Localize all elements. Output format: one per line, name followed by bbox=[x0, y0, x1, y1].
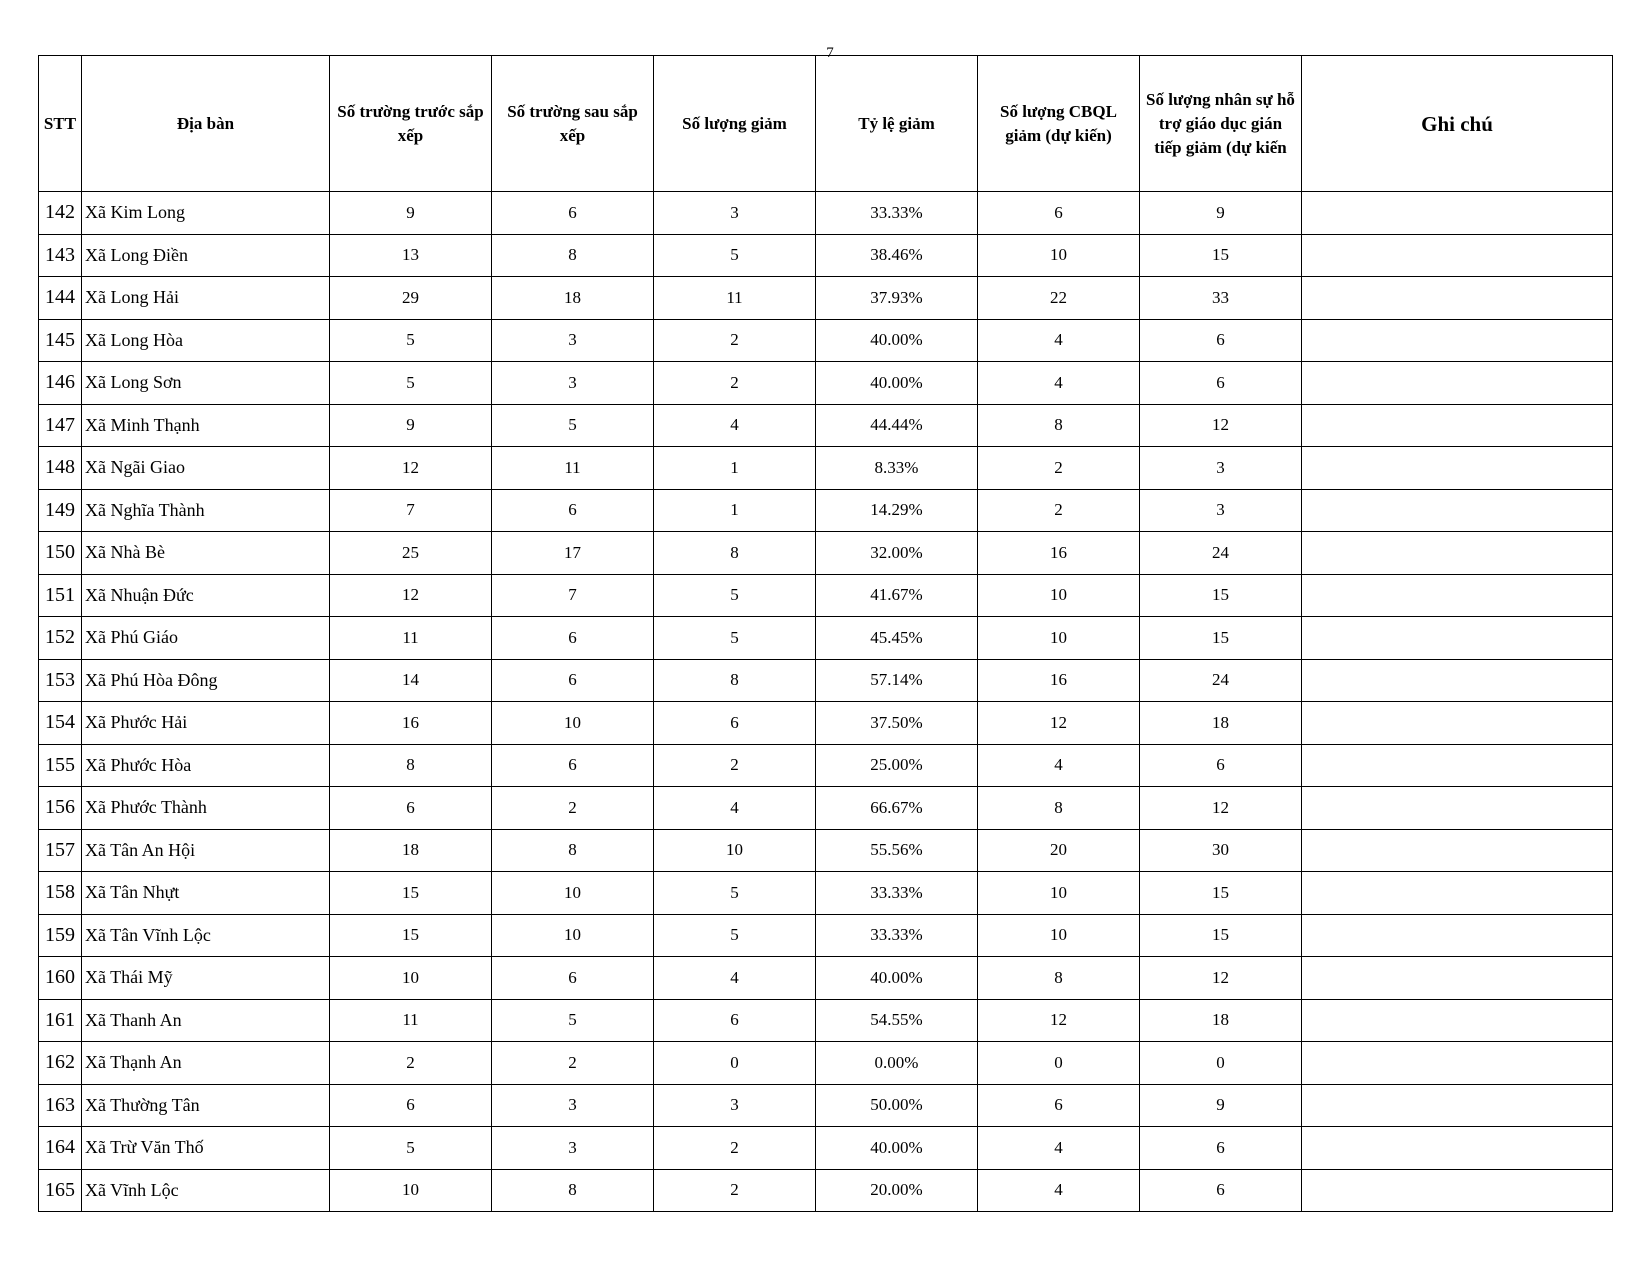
cell-support-staff-reduction: 12 bbox=[1140, 787, 1302, 830]
cell-area: Xã Phước Hòa bbox=[82, 744, 330, 787]
cell-area: Xã Kim Long bbox=[82, 192, 330, 235]
cell-note bbox=[1302, 532, 1613, 575]
cell-reduce-count: 2 bbox=[654, 744, 816, 787]
cell-support-staff-reduction: 3 bbox=[1140, 447, 1302, 490]
cell-reduce-count: 6 bbox=[654, 999, 816, 1042]
cell-note bbox=[1302, 702, 1613, 745]
cell-schools-after: 8 bbox=[492, 829, 654, 872]
cell-reduce-count: 2 bbox=[654, 1169, 816, 1212]
cell-reduce-count: 5 bbox=[654, 574, 816, 617]
cell-support-staff-reduction: 24 bbox=[1140, 532, 1302, 575]
table-row bbox=[39, 362, 1613, 405]
cell-area: Xã Thanh An bbox=[82, 999, 330, 1042]
cell-reduce-rate: 54.55% bbox=[816, 999, 978, 1042]
cell-schools-before: 6 bbox=[330, 1084, 492, 1127]
table-row bbox=[39, 192, 1613, 235]
cell-cbql-reduction: 6 bbox=[978, 1084, 1140, 1127]
cell-support-staff-reduction: 0 bbox=[1140, 1042, 1302, 1085]
cell-cbql-reduction: 20 bbox=[978, 829, 1140, 872]
cell-area: Xã Phước Hải bbox=[82, 702, 330, 745]
cell-reduce-rate: 57.14% bbox=[816, 659, 978, 702]
cell-note bbox=[1302, 872, 1613, 915]
cell-cbql-reduction: 2 bbox=[978, 489, 1140, 532]
cell-reduce-rate: 45.45% bbox=[816, 617, 978, 660]
cell-cbql-reduction: 4 bbox=[978, 319, 1140, 362]
cell-schools-before: 15 bbox=[330, 872, 492, 915]
cell-stt: 144 bbox=[39, 277, 82, 320]
cell-cbql-reduction: 8 bbox=[978, 787, 1140, 830]
cell-stt: 158 bbox=[39, 872, 82, 915]
table-row bbox=[39, 829, 1613, 872]
cell-reduce-count: 5 bbox=[654, 872, 816, 915]
cell-support-staff-reduction: 6 bbox=[1140, 1169, 1302, 1212]
cell-reduce-rate: 20.00% bbox=[816, 1169, 978, 1212]
cell-cbql-reduction: 8 bbox=[978, 957, 1140, 1000]
cell-reduce-count: 2 bbox=[654, 1127, 816, 1170]
cell-area: Xã Tân Nhựt bbox=[82, 872, 330, 915]
cell-note bbox=[1302, 489, 1613, 532]
cell-stt: 163 bbox=[39, 1084, 82, 1127]
cell-support-staff-reduction: 6 bbox=[1140, 362, 1302, 405]
cell-schools-after: 6 bbox=[492, 659, 654, 702]
cell-stt: 153 bbox=[39, 659, 82, 702]
cell-reduce-rate: 32.00% bbox=[816, 532, 978, 575]
cell-stt: 154 bbox=[39, 702, 82, 745]
header-note: Ghi chú bbox=[1302, 56, 1613, 192]
cell-schools-before: 13 bbox=[330, 234, 492, 277]
cell-schools-after: 3 bbox=[492, 1127, 654, 1170]
cell-reduce-rate: 14.29% bbox=[816, 489, 978, 532]
cell-area: Xã Long Hải bbox=[82, 277, 330, 320]
cell-schools-before: 16 bbox=[330, 702, 492, 745]
cell-note bbox=[1302, 234, 1613, 277]
cell-stt: 157 bbox=[39, 829, 82, 872]
cell-stt: 162 bbox=[39, 1042, 82, 1085]
cell-schools-before: 10 bbox=[330, 957, 492, 1000]
cell-cbql-reduction: 16 bbox=[978, 659, 1140, 702]
cell-cbql-reduction: 10 bbox=[978, 617, 1140, 660]
cell-note bbox=[1302, 744, 1613, 787]
cell-cbql-reduction: 10 bbox=[978, 574, 1140, 617]
table-row bbox=[39, 659, 1613, 702]
header-row bbox=[39, 56, 1613, 192]
cell-stt: 155 bbox=[39, 744, 82, 787]
cell-schools-before: 11 bbox=[330, 617, 492, 660]
cell-support-staff-reduction: 33 bbox=[1140, 277, 1302, 320]
cell-note bbox=[1302, 829, 1613, 872]
cell-cbql-reduction: 12 bbox=[978, 702, 1140, 745]
cell-stt: 156 bbox=[39, 787, 82, 830]
table-row bbox=[39, 574, 1613, 617]
cell-cbql-reduction: 4 bbox=[978, 1127, 1140, 1170]
cell-schools-before: 18 bbox=[330, 829, 492, 872]
cell-reduce-rate: 40.00% bbox=[816, 1127, 978, 1170]
table-row bbox=[39, 1127, 1613, 1170]
cell-note bbox=[1302, 999, 1613, 1042]
cell-area: Xã Long Sơn bbox=[82, 362, 330, 405]
cell-area: Xã Tân An Hội bbox=[82, 829, 330, 872]
cell-area: Xã Ngãi Giao bbox=[82, 447, 330, 490]
cell-support-staff-reduction: 15 bbox=[1140, 574, 1302, 617]
cell-reduce-rate: 66.67% bbox=[816, 787, 978, 830]
cell-area: Xã Trừ Văn Thố bbox=[82, 1127, 330, 1170]
cell-area: Xã Thái Mỹ bbox=[82, 957, 330, 1000]
cell-reduce-count: 5 bbox=[654, 617, 816, 660]
cell-schools-before: 14 bbox=[330, 659, 492, 702]
cell-reduce-count: 4 bbox=[654, 404, 816, 447]
cell-stt: 147 bbox=[39, 404, 82, 447]
table-row bbox=[39, 957, 1613, 1000]
header-reduce-count: Số lượng giảm bbox=[654, 56, 816, 192]
cell-schools-before: 6 bbox=[330, 787, 492, 830]
cell-schools-before: 5 bbox=[330, 319, 492, 362]
cell-reduce-rate: 44.44% bbox=[816, 404, 978, 447]
table-row bbox=[39, 489, 1613, 532]
cell-area: Xã Long Điền bbox=[82, 234, 330, 277]
cell-schools-after: 6 bbox=[492, 744, 654, 787]
cell-note bbox=[1302, 1169, 1613, 1212]
cell-note bbox=[1302, 1084, 1613, 1127]
cell-note bbox=[1302, 914, 1613, 957]
cell-reduce-rate: 37.93% bbox=[816, 277, 978, 320]
cell-schools-before: 7 bbox=[330, 489, 492, 532]
cell-area: Xã Phú Giáo bbox=[82, 617, 330, 660]
cell-note bbox=[1302, 617, 1613, 660]
cell-support-staff-reduction: 12 bbox=[1140, 404, 1302, 447]
cell-schools-before: 25 bbox=[330, 532, 492, 575]
cell-stt: 165 bbox=[39, 1169, 82, 1212]
cell-schools-after: 6 bbox=[492, 957, 654, 1000]
cell-area: Xã Thường Tân bbox=[82, 1084, 330, 1127]
cell-schools-after: 10 bbox=[492, 872, 654, 915]
cell-area: Xã Minh Thạnh bbox=[82, 404, 330, 447]
cell-reduce-rate: 0.00% bbox=[816, 1042, 978, 1085]
cell-area: Xã Nhuận Đức bbox=[82, 574, 330, 617]
cell-schools-before: 29 bbox=[330, 277, 492, 320]
cell-schools-before: 11 bbox=[330, 999, 492, 1042]
table-row bbox=[39, 702, 1613, 745]
cell-reduce-rate: 40.00% bbox=[816, 957, 978, 1000]
cell-schools-after: 7 bbox=[492, 574, 654, 617]
cell-stt: 150 bbox=[39, 532, 82, 575]
table-row bbox=[39, 1084, 1613, 1127]
cell-reduce-count: 2 bbox=[654, 319, 816, 362]
cell-schools-after: 18 bbox=[492, 277, 654, 320]
cell-note bbox=[1302, 362, 1613, 405]
table-row bbox=[39, 744, 1613, 787]
cell-reduce-count: 8 bbox=[654, 532, 816, 575]
cell-area: Xã Long Hòa bbox=[82, 319, 330, 362]
header-support-staff-reduction: Số lượng nhân sự hỗ trợ giáo dục gián tiếp giảm (dự kiến bbox=[1140, 56, 1302, 192]
page-number: 7 bbox=[826, 45, 834, 61]
cell-schools-after: 10 bbox=[492, 702, 654, 745]
cell-reduce-rate: 50.00% bbox=[816, 1084, 978, 1127]
cell-support-staff-reduction: 30 bbox=[1140, 829, 1302, 872]
cell-schools-after: 11 bbox=[492, 447, 654, 490]
cell-stt: 160 bbox=[39, 957, 82, 1000]
cell-note bbox=[1302, 277, 1613, 320]
header-reduce-rate: Tỷ lệ giảm bbox=[816, 56, 978, 192]
cell-note bbox=[1302, 659, 1613, 702]
cell-stt: 142 bbox=[39, 192, 82, 235]
cell-support-staff-reduction: 6 bbox=[1140, 744, 1302, 787]
cell-support-staff-reduction: 3 bbox=[1140, 489, 1302, 532]
cell-area: Xã Vĩnh Lộc bbox=[82, 1169, 330, 1212]
cell-stt: 146 bbox=[39, 362, 82, 405]
cell-stt: 151 bbox=[39, 574, 82, 617]
school-reduction-table bbox=[38, 55, 1613, 1212]
cell-schools-after: 6 bbox=[492, 489, 654, 532]
cell-support-staff-reduction: 15 bbox=[1140, 617, 1302, 660]
cell-schools-after: 8 bbox=[492, 234, 654, 277]
cell-stt: 152 bbox=[39, 617, 82, 660]
cell-cbql-reduction: 4 bbox=[978, 1169, 1140, 1212]
cell-schools-after: 6 bbox=[492, 617, 654, 660]
cell-note bbox=[1302, 192, 1613, 235]
cell-cbql-reduction: 4 bbox=[978, 744, 1140, 787]
cell-schools-after: 5 bbox=[492, 999, 654, 1042]
cell-schools-after: 3 bbox=[492, 319, 654, 362]
cell-cbql-reduction: 12 bbox=[978, 999, 1140, 1042]
cell-schools-before: 5 bbox=[330, 362, 492, 405]
cell-reduce-rate: 41.67% bbox=[816, 574, 978, 617]
table-row bbox=[39, 234, 1613, 277]
header-schools-after: Số trường sau sắp xếp bbox=[492, 56, 654, 192]
cell-cbql-reduction: 16 bbox=[978, 532, 1140, 575]
cell-area: Xã Nghĩa Thành bbox=[82, 489, 330, 532]
cell-schools-before: 10 bbox=[330, 1169, 492, 1212]
cell-cbql-reduction: 8 bbox=[978, 404, 1140, 447]
table-body bbox=[39, 192, 1613, 1212]
cell-schools-before: 2 bbox=[330, 1042, 492, 1085]
cell-reduce-count: 0 bbox=[654, 1042, 816, 1085]
table-row bbox=[39, 532, 1613, 575]
header-area: Địa bàn bbox=[82, 56, 330, 192]
cell-reduce-count: 3 bbox=[654, 192, 816, 235]
cell-cbql-reduction: 6 bbox=[978, 192, 1140, 235]
cell-cbql-reduction: 22 bbox=[978, 277, 1140, 320]
cell-reduce-count: 4 bbox=[654, 957, 816, 1000]
header-schools-before: Số trường trước sắp xếp bbox=[330, 56, 492, 192]
cell-reduce-count: 10 bbox=[654, 829, 816, 872]
cell-note bbox=[1302, 1042, 1613, 1085]
cell-schools-after: 2 bbox=[492, 787, 654, 830]
cell-stt: 145 bbox=[39, 319, 82, 362]
cell-note bbox=[1302, 574, 1613, 617]
cell-reduce-rate: 40.00% bbox=[816, 362, 978, 405]
cell-area: Xã Phước Thành bbox=[82, 787, 330, 830]
cell-schools-after: 6 bbox=[492, 192, 654, 235]
header-stt: STT bbox=[39, 56, 82, 192]
cell-cbql-reduction: 0 bbox=[978, 1042, 1140, 1085]
cell-reduce-count: 6 bbox=[654, 702, 816, 745]
table-row bbox=[39, 447, 1613, 490]
cell-schools-before: 15 bbox=[330, 914, 492, 957]
cell-support-staff-reduction: 15 bbox=[1140, 914, 1302, 957]
cell-reduce-count: 1 bbox=[654, 447, 816, 490]
cell-schools-after: 8 bbox=[492, 1169, 654, 1212]
cell-reduce-rate: 38.46% bbox=[816, 234, 978, 277]
cell-schools-before: 5 bbox=[330, 1127, 492, 1170]
cell-reduce-count: 11 bbox=[654, 277, 816, 320]
cell-schools-before: 8 bbox=[330, 744, 492, 787]
cell-note bbox=[1302, 447, 1613, 490]
cell-stt: 148 bbox=[39, 447, 82, 490]
cell-area: Xã Thạnh An bbox=[82, 1042, 330, 1085]
cell-reduce-count: 3 bbox=[654, 1084, 816, 1127]
table-row bbox=[39, 999, 1613, 1042]
cell-note bbox=[1302, 1127, 1613, 1170]
table-header bbox=[39, 56, 1613, 192]
cell-schools-before: 9 bbox=[330, 192, 492, 235]
cell-support-staff-reduction: 18 bbox=[1140, 999, 1302, 1042]
cell-stt: 149 bbox=[39, 489, 82, 532]
table-row bbox=[39, 1169, 1613, 1212]
cell-stt: 164 bbox=[39, 1127, 82, 1170]
cell-note bbox=[1302, 787, 1613, 830]
cell-reduce-count: 5 bbox=[654, 234, 816, 277]
cell-support-staff-reduction: 9 bbox=[1140, 1084, 1302, 1127]
cell-support-staff-reduction: 18 bbox=[1140, 702, 1302, 745]
cell-reduce-rate: 55.56% bbox=[816, 829, 978, 872]
table-row bbox=[39, 277, 1613, 320]
cell-reduce-rate: 25.00% bbox=[816, 744, 978, 787]
cell-note bbox=[1302, 404, 1613, 447]
cell-schools-after: 5 bbox=[492, 404, 654, 447]
cell-reduce-rate: 40.00% bbox=[816, 319, 978, 362]
cell-support-staff-reduction: 15 bbox=[1140, 872, 1302, 915]
header-cbql-reduction: Số lượng CBQL giảm (dự kiến) bbox=[978, 56, 1140, 192]
table-row bbox=[39, 319, 1613, 362]
table-row bbox=[39, 872, 1613, 915]
cell-support-staff-reduction: 6 bbox=[1140, 1127, 1302, 1170]
cell-note bbox=[1302, 957, 1613, 1000]
cell-reduce-rate: 33.33% bbox=[816, 872, 978, 915]
cell-stt: 143 bbox=[39, 234, 82, 277]
cell-stt: 161 bbox=[39, 999, 82, 1042]
cell-area: Xã Phú Hòa Đông bbox=[82, 659, 330, 702]
cell-schools-after: 3 bbox=[492, 362, 654, 405]
cell-support-staff-reduction: 9 bbox=[1140, 192, 1302, 235]
cell-reduce-count: 2 bbox=[654, 362, 816, 405]
cell-cbql-reduction: 10 bbox=[978, 234, 1140, 277]
cell-cbql-reduction: 10 bbox=[978, 914, 1140, 957]
cell-schools-before: 12 bbox=[330, 447, 492, 490]
cell-support-staff-reduction: 24 bbox=[1140, 659, 1302, 702]
cell-support-staff-reduction: 12 bbox=[1140, 957, 1302, 1000]
cell-reduce-rate: 37.50% bbox=[816, 702, 978, 745]
cell-schools-before: 12 bbox=[330, 574, 492, 617]
cell-schools-after: 17 bbox=[492, 532, 654, 575]
cell-schools-after: 2 bbox=[492, 1042, 654, 1085]
cell-area: Xã Nhà Bè bbox=[82, 532, 330, 575]
cell-reduce-rate: 33.33% bbox=[816, 192, 978, 235]
table-row bbox=[39, 1042, 1613, 1085]
cell-reduce-rate: 33.33% bbox=[816, 914, 978, 957]
cell-support-staff-reduction: 15 bbox=[1140, 234, 1302, 277]
cell-schools-after: 3 bbox=[492, 1084, 654, 1127]
cell-area: Xã Tân Vĩnh Lộc bbox=[82, 914, 330, 957]
cell-note bbox=[1302, 319, 1613, 362]
table-row bbox=[39, 787, 1613, 830]
cell-reduce-count: 8 bbox=[654, 659, 816, 702]
cell-cbql-reduction: 10 bbox=[978, 872, 1140, 915]
cell-stt: 159 bbox=[39, 914, 82, 957]
cell-reduce-count: 4 bbox=[654, 787, 816, 830]
cell-schools-before: 9 bbox=[330, 404, 492, 447]
cell-reduce-rate: 8.33% bbox=[816, 447, 978, 490]
table-row bbox=[39, 617, 1613, 660]
table-row bbox=[39, 404, 1613, 447]
cell-cbql-reduction: 4 bbox=[978, 362, 1140, 405]
table-row bbox=[39, 914, 1613, 957]
cell-schools-after: 10 bbox=[492, 914, 654, 957]
cell-cbql-reduction: 2 bbox=[978, 447, 1140, 490]
cell-reduce-count: 1 bbox=[654, 489, 816, 532]
cell-support-staff-reduction: 6 bbox=[1140, 319, 1302, 362]
cell-reduce-count: 5 bbox=[654, 914, 816, 957]
